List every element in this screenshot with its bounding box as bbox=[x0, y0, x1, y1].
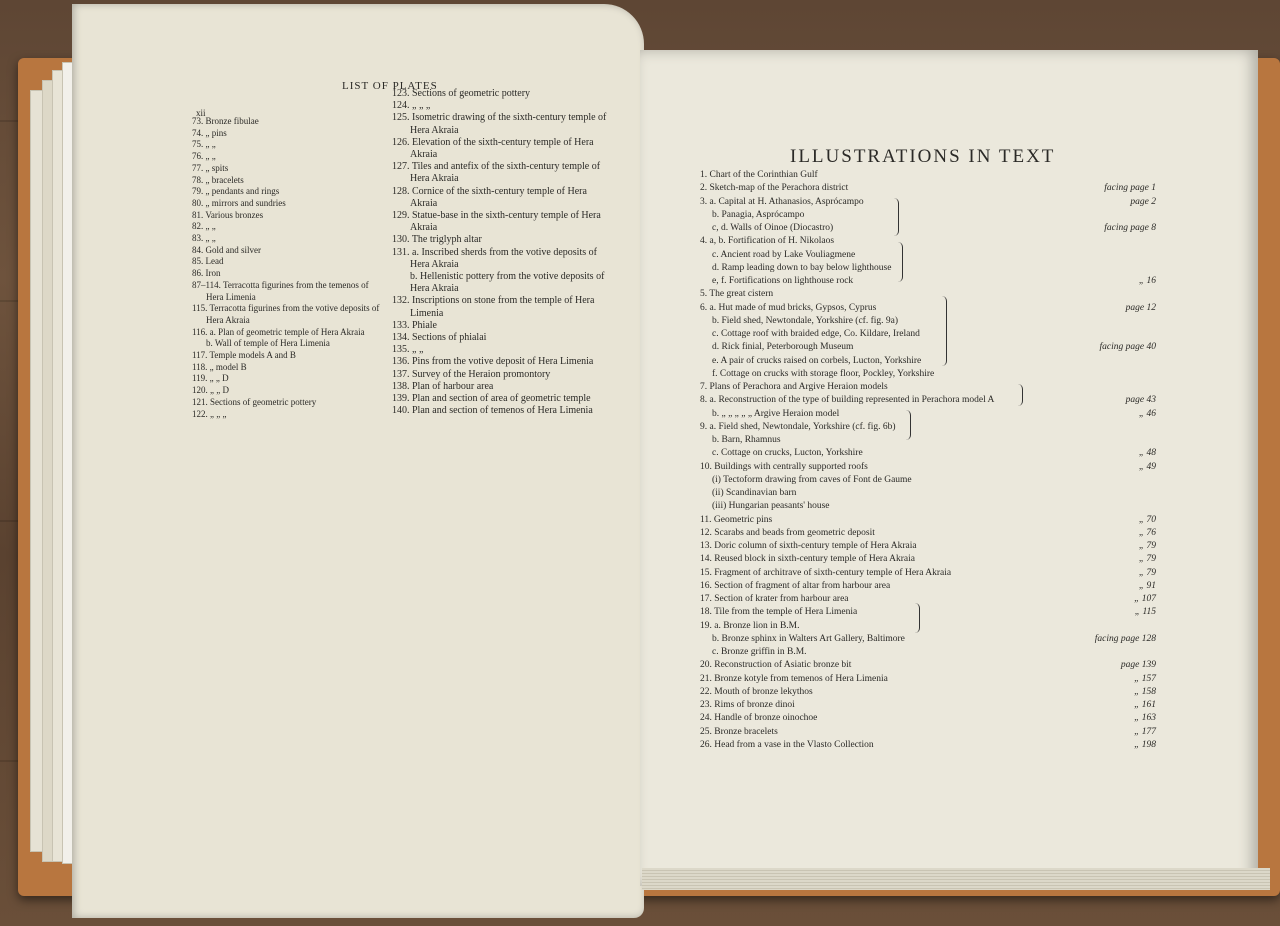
plate-entry: 137. Survey of the Heraion promontory bbox=[392, 368, 551, 380]
illustration-entry: 19. a. Bronze lion in B.M. bbox=[700, 620, 800, 631]
plate-entry: 133. Phiale bbox=[392, 319, 437, 331]
plate-entry: 122. „ „ „ bbox=[192, 408, 227, 419]
plate-entry: b. Wall of temple of Hera Limenia bbox=[206, 338, 330, 349]
plate-entry: 116. a. Plan of geometric temple of Hera Akraia bbox=[192, 326, 365, 337]
page-number: xii bbox=[196, 108, 206, 118]
illustration-entry: 9. a. Field shed, Newtondale, Yorkshire (cf. fig. 6b) bbox=[700, 421, 896, 432]
plate-entry: 140. Plan and section of temenos of Hera Limenia bbox=[392, 405, 593, 417]
plate-entry: 118. „ model B bbox=[192, 361, 247, 372]
plate-entry: 87–114. Terracotta figurines from the temenos of bbox=[192, 279, 369, 290]
plate-entry: 117. Temple models A and B bbox=[192, 350, 296, 360]
illustration-entry: d. Ramp leading down to bay below lighthouse bbox=[712, 262, 892, 273]
plate-entry: Akraia bbox=[410, 222, 438, 234]
plate-entry: 75. „ „ bbox=[192, 139, 216, 150]
illustration-entry: b. Barn, Rhamnus bbox=[712, 435, 781, 445]
illustration-entry: 7. Plans of Perachora and Argive Heraion models bbox=[700, 382, 888, 392]
illustration-entry: 3. a. Capital at H. Athanasios, Asprócampo bbox=[700, 196, 864, 207]
page-reference: „ 79 bbox=[1138, 541, 1156, 551]
page-reference: facing page 8 bbox=[1104, 223, 1156, 233]
plate-entry: 74. „ pins bbox=[192, 127, 227, 138]
page-reference: page 43 bbox=[1125, 395, 1156, 406]
plate-entry: 85. Lead bbox=[192, 256, 224, 267]
page-reference: facing page 128 bbox=[1094, 633, 1156, 644]
page-reference: „ 157 bbox=[1134, 673, 1156, 684]
illustration-entry: 13. Doric column of sixth-century temple of Hera Akraia bbox=[700, 541, 917, 551]
page-reference: „ 79 bbox=[1138, 554, 1156, 565]
plate-entry: 76. „ „ bbox=[192, 151, 216, 162]
illustration-entry: 24. Handle of bronze oinochoe bbox=[700, 713, 818, 724]
page-reference: „ 70 bbox=[1138, 514, 1156, 525]
page-reference: page 2 bbox=[1130, 196, 1156, 207]
page-reference: facing page 1 bbox=[1104, 183, 1156, 194]
page-reference: „ 76 bbox=[1138, 527, 1156, 538]
page-reference: „ 161 bbox=[1134, 700, 1156, 710]
plate-entry: 135. „ „ bbox=[392, 344, 424, 356]
plate-entry: Hera Akraia bbox=[410, 283, 459, 295]
plate-entry: Akraia bbox=[410, 149, 438, 160]
bracket bbox=[906, 410, 911, 440]
illustration-entry: 12. Scarabs and beads from geometric deposit bbox=[700, 527, 875, 538]
plate-entry: 120. „ „ D bbox=[192, 385, 229, 396]
illustration-entry: 14. Reused block in sixth-century temple of Hera Akraia bbox=[700, 554, 916, 565]
plate-entry: 119. „ „ D bbox=[192, 373, 229, 384]
plate-entry: Hera Akraia bbox=[410, 124, 459, 136]
plate-entry: Akraia bbox=[410, 197, 438, 209]
plate-entry: 125. Isometric drawing of the sixth-century temple of bbox=[392, 112, 607, 124]
plate-entry: 138. Plan of harbour area bbox=[392, 380, 494, 392]
illustrations-heading: ILLUSTRATIONS IN TEXT bbox=[790, 146, 1056, 167]
illustration-entry: 22. Mouth of bronze lekythos bbox=[700, 686, 813, 697]
page-reference: „ 91 bbox=[1138, 580, 1156, 591]
bracket bbox=[942, 296, 947, 366]
page-reference: „ 198 bbox=[1134, 739, 1156, 750]
illustration-entry: 26. Head from a vase in the Vlasto Collection bbox=[700, 739, 874, 750]
plate-entry: 127. Tiles and antefix of the sixth-century temple of bbox=[392, 161, 601, 173]
illustration-entry: 17. Section of krater from harbour area bbox=[700, 594, 849, 604]
page-reference: „ 177 bbox=[1134, 726, 1156, 737]
illustration-entry: c. Cottage on crucks, Lucton, Yorkshire bbox=[712, 448, 863, 459]
page-reference: page 12 bbox=[1125, 302, 1156, 313]
plate-entry: 86. Iron bbox=[192, 268, 221, 279]
illustration-entry: c. Bronze griffin in B.M. bbox=[712, 647, 807, 657]
illustration-entry: (i) Tectoform drawing from caves of Font de Gaume bbox=[712, 474, 912, 485]
plate-entry: 139. Plan and section of area of geometric temple bbox=[392, 393, 591, 404]
illustration-entry: 25. Bronze bracelets bbox=[700, 726, 778, 737]
page-reference: „ 79 bbox=[1138, 567, 1156, 578]
list-of-plates-heading: LIST OF PLATES bbox=[342, 80, 438, 92]
illustration-entry: b. Bronze sphinx in Walters Art Gallery, Baltimore bbox=[712, 633, 905, 644]
plate-entry: 130. The triglyph altar bbox=[392, 234, 482, 246]
bracket bbox=[1018, 384, 1023, 406]
illustration-entry: 18. Tile from the temple of Hera Limenia bbox=[700, 607, 858, 618]
illustration-entry: (iii) Hungarian peasants' house bbox=[712, 501, 830, 512]
page-reference: „ 46 bbox=[1138, 408, 1156, 419]
illustration-entry: 21. Bronze kotyle from temenos of Hera Limenia bbox=[700, 673, 888, 684]
illustration-entry: 15. Fragment of architrave of sixth-century temple of Hera Akraia bbox=[700, 567, 952, 578]
plate-entry: 83. „ „ bbox=[192, 233, 216, 243]
right-page-edge bbox=[642, 868, 1270, 890]
plate-entry: 115. Terracotta figurines from the votive deposits of bbox=[192, 303, 380, 314]
plate-entry: 132. Inscriptions on stone from the temple of Hera bbox=[392, 295, 595, 307]
illustration-entry: 1. Chart of the Corinthian Gulf bbox=[700, 170, 818, 180]
plate-entry: b. Hellenistic pottery from the votive deposits of bbox=[410, 271, 605, 282]
illustration-entry: 5. The great cistern bbox=[700, 289, 774, 300]
plate-entry: Hera Limenia bbox=[206, 291, 256, 302]
page-reference: „ 49 bbox=[1138, 461, 1156, 472]
bracket bbox=[898, 242, 903, 282]
page-reference: „ 16 bbox=[1138, 276, 1156, 286]
illustration-entry: b. Field shed, Newtondale, Yorkshire (cf. fig. 9a) bbox=[712, 315, 899, 326]
plate-entry: Hera Akraia bbox=[410, 173, 459, 185]
plate-entry: 134. Sections of phialai bbox=[392, 332, 487, 343]
plate-entry: Hera Akraia bbox=[206, 314, 250, 325]
illustration-entry: b. Panagia, Asprócampo bbox=[712, 209, 805, 220]
illustration-entry: 4. a, b. Fortification of H. Nikolaos bbox=[700, 236, 835, 247]
plate-entry: 80. „ mirrors and sundries bbox=[192, 197, 286, 208]
plate-entry: Hera Akraia bbox=[410, 258, 459, 270]
illustration-entry: 23. Rims of bronze dinoi bbox=[700, 700, 795, 710]
illustration-entry: c. Cottage roof with braided edge, Co. Kildare, Ireland bbox=[712, 329, 920, 339]
page-reference: „ 115 bbox=[1134, 607, 1156, 618]
plate-entry: 84. Gold and silver bbox=[192, 244, 261, 255]
illustration-entry: 8. a. Reconstruction of the type of building represented in Perachora model A bbox=[700, 395, 995, 406]
plate-entry: 79. „ pendants and rings bbox=[192, 186, 280, 197]
illustration-entry: (ii) Scandinavian barn bbox=[712, 488, 797, 498]
plate-entry: 131. a. Inscribed sherds from the votive deposits of bbox=[392, 246, 597, 258]
page-reference: page 139 bbox=[1120, 660, 1156, 671]
illustration-entry: 6. a. Hut made of mud bricks, Gypsos, Cyprus bbox=[700, 302, 877, 313]
plate-entry: 129. Statue-base in the sixth-century temple of Hera bbox=[392, 210, 601, 221]
plate-entry: 73. Bronze fibulae bbox=[192, 116, 259, 126]
illustration-entry: c. Ancient road by Lake Vouliagmene bbox=[712, 249, 856, 260]
page-reference: „ 107 bbox=[1134, 594, 1156, 604]
illustration-entry: b. „ „ „ „ „ Argive Heraion model bbox=[712, 408, 840, 419]
illustration-entry: 2. Sketch-map of the Perachora district bbox=[700, 183, 849, 194]
plate-entry: 126. Elevation of the sixth-century temple of Hera bbox=[392, 136, 594, 148]
plate-entry: 77. „ spits bbox=[192, 162, 229, 173]
illustration-entry: 10. Buildings with centrally supported roofs bbox=[700, 461, 868, 472]
plate-entry: 78. „ bracelets bbox=[192, 174, 244, 185]
plate-entry: 136. Pins from the votive deposit of Hera Limenia bbox=[392, 356, 594, 368]
page-reference: „ 158 bbox=[1134, 686, 1156, 697]
bracket bbox=[915, 603, 920, 633]
page-reference: „ 48 bbox=[1138, 448, 1156, 459]
illustration-entry: e, f. Fortifications on lighthouse rock bbox=[712, 276, 854, 286]
plate-entry: 128. Cornice of the sixth-century temple of Hera bbox=[392, 185, 587, 197]
illustration-entry: d. Rick finial, Peterborough Museum bbox=[712, 342, 854, 353]
page-reference: facing page 40 bbox=[1099, 342, 1156, 353]
plate-entry: 81. Various bronzes bbox=[192, 209, 264, 220]
plate-entry: Limenia bbox=[410, 307, 444, 319]
plate-entry: 123. Sections of geometric pottery bbox=[392, 88, 531, 99]
illustration-entry: f. Cottage on crucks with storage floor, Pockley, Yorkshire bbox=[712, 368, 935, 379]
illustration-entry: 16. Section of fragment of altar from harbour area bbox=[700, 580, 891, 591]
illustration-entry: 11. Geometric pins bbox=[700, 514, 773, 525]
illustration-entry: c, d. Walls of Oinoe (Diocastro) bbox=[712, 223, 834, 233]
illustration-entry: e. A pair of crucks raised on corbels, Lucton, Yorkshire bbox=[712, 355, 922, 366]
bracket bbox=[894, 198, 899, 236]
plate-entry: 82. „ „ bbox=[192, 221, 216, 232]
plate-entry: 121. Sections of geometric pottery bbox=[192, 396, 317, 407]
plate-entry: 124. „ „ „ bbox=[392, 100, 431, 112]
page-reference: „ 163 bbox=[1134, 713, 1156, 724]
illustration-entry: 20. Reconstruction of Asiatic bronze bit bbox=[700, 660, 852, 671]
